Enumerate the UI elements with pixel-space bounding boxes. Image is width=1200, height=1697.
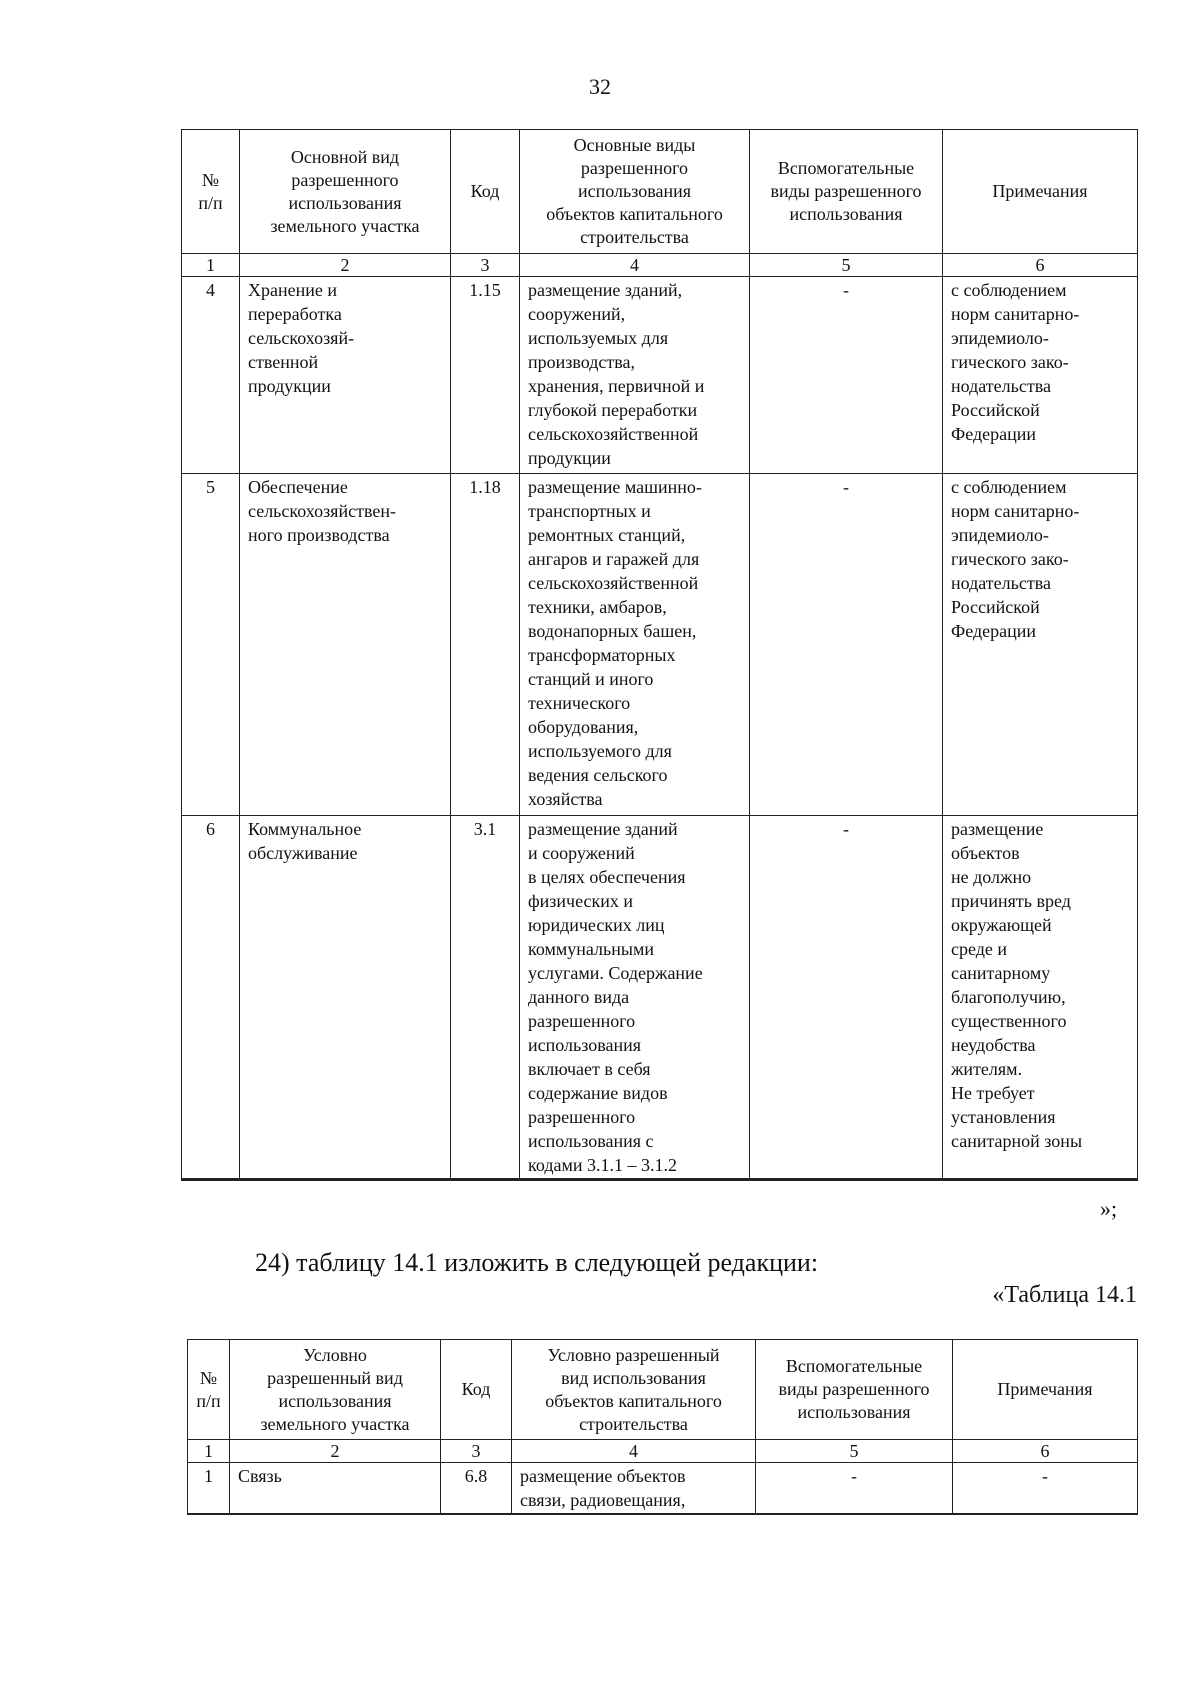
closing-quote: »; [1100, 1196, 1118, 1221]
land-use-type: Хранение и переработка сельскохозяй- ственной продукции [240, 277, 451, 474]
column-number: 5 [756, 1440, 953, 1463]
auxiliary-uses: - [750, 474, 943, 816]
table-header-row [188, 1340, 1138, 1440]
amendment-instruction: 24) таблицу 14.1 изложить в следующей редакции: [255, 1248, 819, 1277]
column-number: 3 [451, 254, 520, 277]
column-number-row [182, 254, 1138, 277]
column-number: 2 [240, 254, 451, 277]
notes: - [953, 1463, 1138, 1515]
column-number: 4 [512, 1440, 756, 1463]
table-header-row [182, 130, 1138, 254]
column-number: 4 [520, 254, 750, 277]
column-number: 3 [441, 1440, 512, 1463]
table-row [188, 1463, 1138, 1515]
auxiliary-uses: - [756, 1463, 953, 1515]
column-number-row [188, 1440, 1138, 1463]
column-number: 5 [750, 254, 943, 277]
column-number: 1 [182, 254, 240, 277]
auxiliary-uses: - [750, 816, 943, 1180]
row-number: 6 [182, 816, 240, 1180]
main-uses: размещение зданий, сооружений, используемых для производства, хранения, первичной и глубокой переработки сельскохозяйственной продукции [520, 277, 750, 474]
column-number: 1 [188, 1440, 230, 1463]
column-number: 6 [953, 1440, 1138, 1463]
use-code: 6.8 [441, 1463, 512, 1515]
header-notes: Примечания [953, 1340, 1138, 1440]
header-code: Код [451, 130, 520, 254]
table-row [182, 816, 1138, 1180]
header-auxiliary-uses: Вспомогательные виды разрешенного использования [756, 1340, 953, 1440]
conditional-use-table [187, 1339, 1138, 1515]
notes: с соблюдением норм санитарно- эпидемиоло- гического зако- нодательства Российской Федерации [943, 277, 1138, 474]
column-number: 6 [943, 254, 1138, 277]
main-uses: размещение машинно- транспортных и ремонтных станций, ангаров и гаражей для сельскохозяйственной техники, амбаров, водонапорных башен, трансформаторных станций и иного технического оборудования, используемого для ведения сельского хозяйства [520, 474, 750, 816]
header-notes: Примечания [943, 130, 1138, 254]
main-uses: размещение зданий и сооружений в целях обеспечения физических и юридических лиц коммунальными услугами. Содержание данного вида разрешенного использования включает в себя содержание видов разрешенного использования с кодами 3.1.1 – 3.1.2 [520, 816, 750, 1180]
table-caption: «Таблица 14.1 [992, 1282, 1137, 1308]
notes: с соблюдением норм санитарно- эпидемиоло- гического зако- нодательства Российской Федерации [943, 474, 1138, 816]
column-number: 2 [230, 1440, 441, 1463]
header-main-uses: Основные виды разрешенного использования объектов капитального строительства [520, 130, 750, 254]
notes: размещение объектов не должно причинять вред окружающей среде и санитарному благополучию, существенного неудобства жителям. Не требует установления санитарной зоны [943, 816, 1138, 1180]
conditional-uses: размещение объектов связи, радиовещания, [512, 1463, 756, 1515]
row-number: 5 [182, 474, 240, 816]
use-code: 3.1 [451, 816, 520, 1180]
header-auxiliary-uses: Вспомогательные виды разрешенного использования [750, 130, 943, 254]
page-number: 32 [589, 74, 611, 99]
land-use-type: Связь [230, 1463, 441, 1515]
use-code: 1.15 [451, 277, 520, 474]
use-code: 1.18 [451, 474, 520, 816]
header-code: Код [441, 1340, 512, 1440]
row-number: 4 [182, 277, 240, 474]
land-use-type: Обеспечение сельскохозяйствен- ного производства [240, 474, 451, 816]
land-use-type: Коммунальное обслуживание [240, 816, 451, 1180]
row-number: 1 [188, 1463, 230, 1515]
header-conditional-uses: Условно разрешенный вид использования объектов капитального строительства [512, 1340, 756, 1440]
header-land-use-type: Условно разрешенный вид использования земельного участка [230, 1340, 441, 1440]
table-row [182, 474, 1138, 816]
table-row [182, 277, 1138, 474]
header-land-use-type: Основной вид разрешенного использования земельного участка [240, 130, 451, 254]
header-number: № п/п [182, 130, 240, 254]
auxiliary-uses: - [750, 277, 943, 474]
land-use-table-main [181, 129, 1138, 1181]
header-number: № п/п [188, 1340, 230, 1440]
